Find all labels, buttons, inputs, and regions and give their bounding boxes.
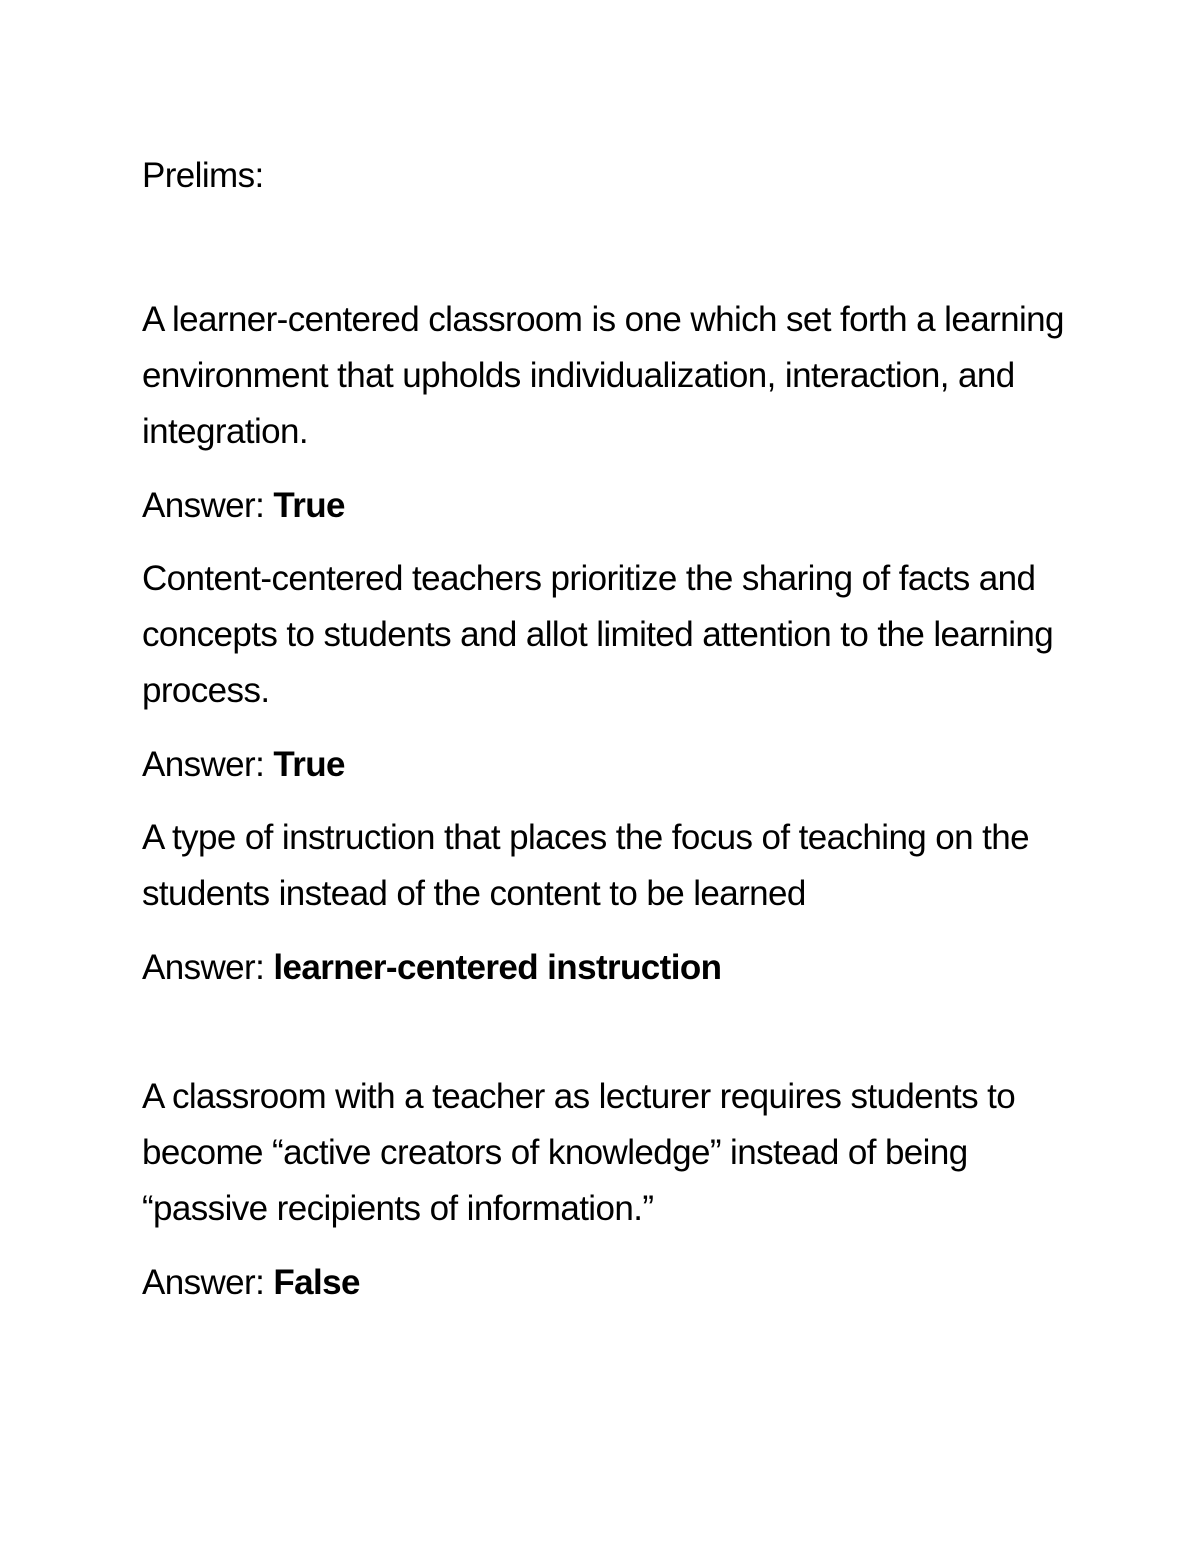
qa-item-1 — [142, 292, 1072, 534]
question-text: A type of instruction that places the focus of teaching on the students instead of the content to be learned — [142, 818, 1030, 913]
answer-line — [142, 478, 1072, 534]
question-text: Content-centered teachers prioritize the sharing of facts and concepts to students and allot limited attention to the learning process. — [142, 559, 1054, 710]
answer-value: learner-centered instruction — [273, 948, 722, 987]
question-text: A classroom with a teacher as lecturer requires students to become “active creators of knowledge” instead of being “passive recipients of information.” — [142, 1077, 1016, 1228]
answer-label: Answer: — [142, 486, 265, 525]
answer-label: Answer: — [142, 1263, 265, 1302]
answer-label: Answer: — [142, 948, 265, 987]
page-heading: Prelims: — [142, 156, 264, 195]
qa-item-3 — [142, 810, 1072, 996]
answer-line — [142, 940, 1072, 996]
question-text: A learner-centered classroom is one which set forth a learning environment that upholds individualization, interaction, and integration. — [142, 300, 1064, 451]
answer-line — [142, 737, 1072, 793]
answer-value: True — [273, 486, 345, 525]
answer-value: True — [273, 745, 345, 784]
answer-line — [142, 1255, 1072, 1311]
qa-item-2 — [142, 551, 1072, 793]
qa-item-4 — [142, 1069, 1072, 1311]
document-content — [142, 148, 1072, 1302]
answer-value: False — [273, 1263, 360, 1302]
answer-label: Answer: — [142, 745, 265, 784]
